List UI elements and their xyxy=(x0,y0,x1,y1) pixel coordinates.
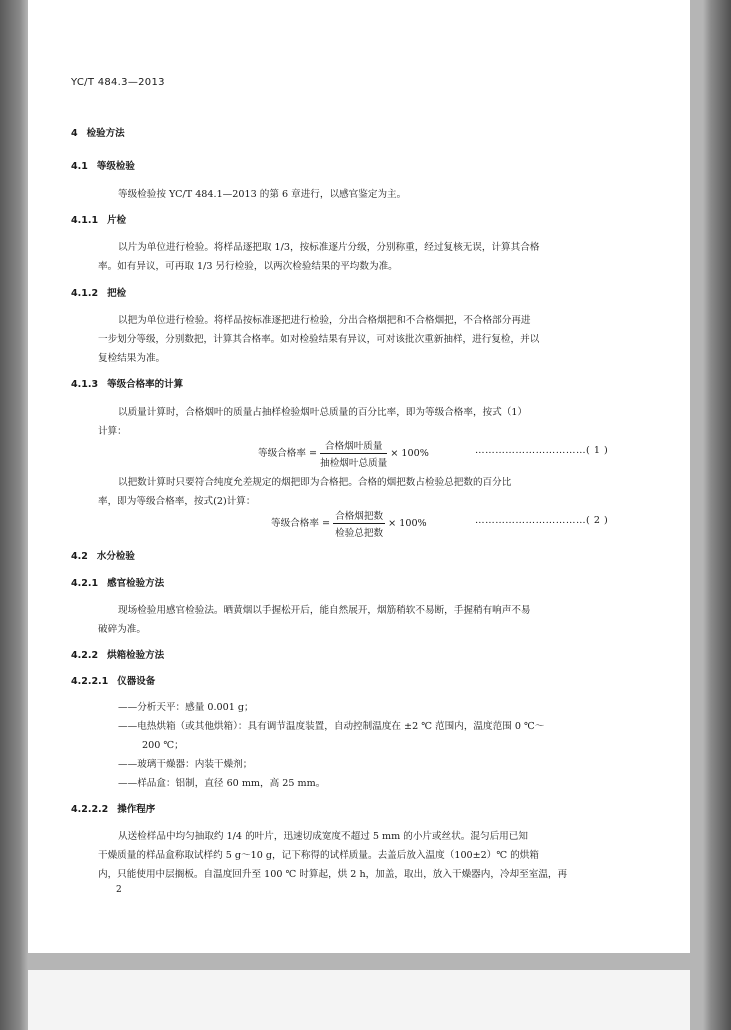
section-heading-4-2-2-2: 4.2.2.2 操作程序 xyxy=(71,804,156,815)
section-heading-4-2-2-1: 4.2.2.1 仪器设备 xyxy=(71,676,156,687)
section-heading-4-1: 4.1 等级检验 xyxy=(71,161,135,172)
paragraph-line: 以片为单位进行检验。将样品逐把取 1/3，按标准逐片分级，分别称重，经过复核无误，计算其合格 xyxy=(118,242,540,253)
section-heading-4-2-2: 4.2.2 烘箱检验方法 xyxy=(71,650,165,661)
page-number: 2 xyxy=(116,885,122,895)
equation-1: 等级合格率 = $\frac{\text{合格烟叶质量}}{\text{抽检烟叶总质量}}$ × 100% xyxy=(258,438,429,469)
equation-2: 等级合格率 = $\frac{\text{合格烟把数}}{\text{检验总把数}}$ × 100% xyxy=(271,508,427,539)
equation-1-leader: ……………………………( 1 ) xyxy=(475,445,609,456)
paragraph-line: 率。如有异议，可再取 1/3 另行检验，以两次检验结果的平均数为准。 xyxy=(98,261,398,272)
section-heading-4-2-1: 4.2.1 感官检验方法 xyxy=(71,578,165,589)
paragraph-line: 干燥质量的样品盒称取试样约 5 g～10 g，记下称得的试样质量。去盖后放入温度（100±2）℃ 的烘箱 xyxy=(98,850,539,861)
paragraph-line: 内，只能使用中层搁板。自温度回升至 100 ℃ 时算起，烘 2 h，加盖，取出，放入干燥器内，冷却至室温，再 xyxy=(98,869,568,880)
paragraph-line: 从送检样品中均匀抽取约 1/4 的叶片，迅速切成宽度不超过 5 mm 的小片或丝状。混匀后用已知 xyxy=(118,831,528,842)
paragraph-line: 现场检验用感官检验法。晒黄烟以手握松开后，能自然展开，烟筋稍软不易断，手握稍有响声不易 xyxy=(118,605,531,616)
section-heading-4-1-1: 4.1.1 片检 xyxy=(71,215,127,226)
paragraph-line: 复检结果为准。 xyxy=(98,353,166,364)
paragraph-line: 以把数计算时只要符合纯度允差规定的烟把即为合格把。合格的烟把数占检验总把数的百分比 xyxy=(118,477,512,488)
equation-2-fraction: $\frac{\text{合格烟把数}}{\text{检验总把数}}$ xyxy=(333,508,385,539)
paragraph-line: 一步划分等级，分别数把，计算其合格率。如对检验结果有异议，可对该批次重新抽样，进行复检，并以 xyxy=(98,334,540,345)
section-heading-4: 4 检验方法 xyxy=(71,128,125,139)
equation-2-leader: ……………………………( 2 ) xyxy=(475,515,609,526)
paragraph-line: 以把为单位进行检验。将样品按标准逐把进行检验，分出合格烟把和不合格烟把，不合格部分再进 xyxy=(118,315,531,326)
paragraph-line: 率，即为等级合格率，按式(2)计算： xyxy=(98,496,256,507)
document-page xyxy=(28,0,690,953)
paragraph-line: 破碎为准。 xyxy=(98,624,146,635)
section-heading-4-1-2: 4.1.2 把检 xyxy=(71,288,127,299)
paragraph: 等级检验按 YC/T 484.1—2013 的第 6 章进行，以感官鉴定为主。 xyxy=(118,189,407,200)
list-item: ——玻璃干燥器：内装干燥剂； xyxy=(118,759,253,770)
list-item: ——分析天平：感量 0.001 g； xyxy=(118,702,254,713)
paragraph-line: 以质量计算时，合格烟叶的质量占抽样检验烟叶总质量的百分比率，即为等级合格率，按式（1） xyxy=(118,407,528,418)
section-heading-4-2: 4.2 水分检验 xyxy=(71,551,135,562)
equation-1-fraction: $\frac{\text{合格烟叶质量}}{\text{抽检烟叶总质量}}$ xyxy=(320,438,387,469)
list-item-continuation: 200 ℃； xyxy=(142,740,184,751)
list-item: ——电热烘箱（或其他烘箱）：具有调节温度装置，自动控制温度在 ±2 ℃ 范围内，温度范围 0 ℃～ xyxy=(118,721,545,732)
section-heading-4-1-3: 4.1.3 等级合格率的计算 xyxy=(71,379,184,390)
standard-id: YC/T 484.3—2013 xyxy=(71,77,165,88)
list-item: ——样品盒：铝制，直径 60 mm，高 25 mm。 xyxy=(118,778,326,789)
next-page-edge xyxy=(28,970,690,1030)
paragraph-line: 计算： xyxy=(98,426,127,437)
